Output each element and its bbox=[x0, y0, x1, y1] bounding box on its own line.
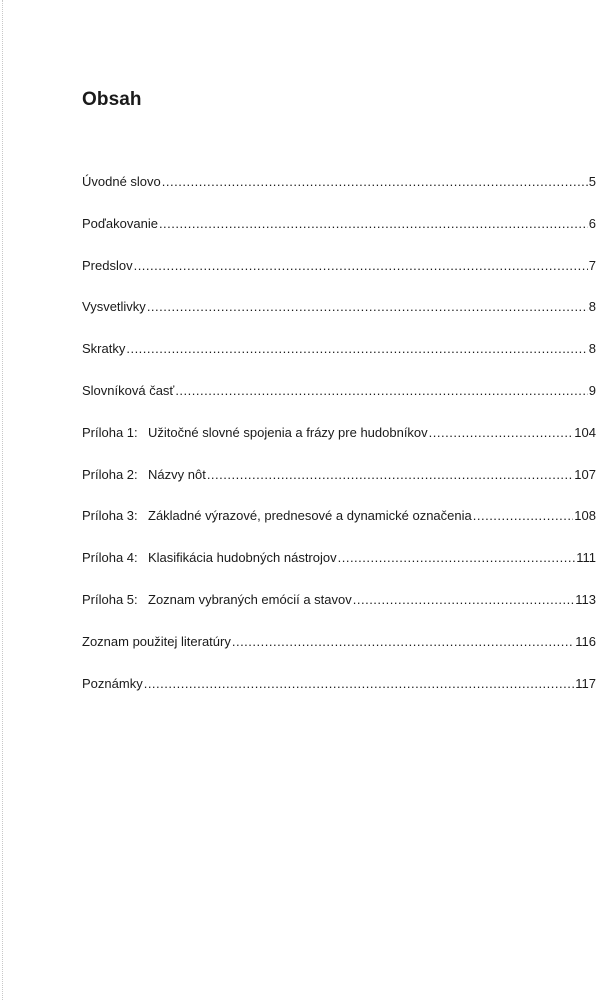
toc-entry[interactable] bbox=[82, 425, 596, 467]
toc-entry-label: Úvodné slovo bbox=[82, 174, 161, 189]
toc-entry-label: Základné výrazové, prednesové a dynamické označenia bbox=[148, 508, 472, 524]
toc-entry-page: 8 bbox=[588, 341, 596, 357]
toc-entry[interactable] bbox=[82, 592, 596, 634]
toc-entry-page: 5 bbox=[588, 174, 596, 189]
toc-entry-page: 113 bbox=[575, 591, 596, 607]
toc-entry-page: 8 bbox=[588, 299, 596, 315]
toc-dot-leader bbox=[473, 508, 574, 523]
toc-entry-page: 104 bbox=[574, 424, 596, 440]
toc-entry[interactable] bbox=[82, 341, 596, 383]
page-edge bbox=[2, 0, 3, 1000]
toc-dot-leader bbox=[232, 634, 574, 649]
toc-entry[interactable] bbox=[82, 383, 596, 425]
toc-entry[interactable] bbox=[82, 550, 596, 592]
toc-entry-label: Skratky bbox=[82, 341, 126, 357]
toc-entry-page: 107 bbox=[574, 466, 596, 482]
toc-entry-page: 7 bbox=[588, 257, 596, 273]
toc-entry-page: 117 bbox=[575, 675, 596, 691]
toc-entry-prefix: Príloha 2: bbox=[82, 466, 138, 482]
toc-entry-label: Zoznam vybraných emócií a stavov bbox=[148, 591, 352, 607]
toc-dot-leader bbox=[159, 216, 588, 231]
toc-entry-page: 111 bbox=[576, 550, 596, 566]
toc-dot-leader bbox=[338, 550, 576, 565]
toc-entry[interactable] bbox=[82, 676, 596, 718]
toc-entry[interactable] bbox=[82, 508, 596, 550]
toc-entry-prefix: Príloha 1: bbox=[82, 424, 138, 440]
toc-entry-page: 116 bbox=[575, 633, 596, 649]
toc-entry-prefix: Príloha 3: bbox=[82, 508, 138, 524]
toc-entry-label: Vysvetlivky bbox=[82, 299, 146, 315]
toc-entry-label: Zoznam použitej literatúry bbox=[82, 633, 231, 649]
table-of-contents bbox=[82, 174, 596, 717]
toc-dot-leader bbox=[353, 592, 575, 607]
toc-entry-label: Klasifikácia hudobných nástrojov bbox=[148, 550, 337, 566]
toc-entry[interactable] bbox=[82, 467, 596, 509]
toc-entry[interactable] bbox=[82, 174, 596, 216]
toc-entry[interactable] bbox=[82, 299, 596, 341]
toc-entry-label: Predslov bbox=[82, 257, 133, 273]
toc-dot-leader bbox=[162, 174, 588, 189]
toc-entry-label: Názvy nôt bbox=[148, 466, 206, 482]
page-title: Obsah bbox=[82, 89, 142, 110]
toc-entry-label: Slovníková časť bbox=[82, 382, 175, 398]
toc-entry[interactable] bbox=[82, 258, 596, 300]
toc-entry[interactable] bbox=[82, 216, 596, 258]
toc-entry-label: Poďakovanie bbox=[82, 215, 158, 231]
toc-entry-page: 9 bbox=[588, 382, 596, 398]
toc-entry-label: Užitočné slovné spojenia a frázy pre hudobníkov bbox=[148, 424, 428, 440]
toc-entry-prefix: Príloha 4: bbox=[82, 550, 138, 566]
toc-dot-leader bbox=[147, 299, 588, 314]
toc-entry-label: Poznámky bbox=[82, 675, 143, 691]
toc-dot-leader bbox=[134, 258, 588, 273]
toc-entry-prefix: Príloha 5: bbox=[82, 591, 138, 607]
toc-dot-leader bbox=[429, 425, 574, 440]
toc-dot-leader bbox=[144, 676, 575, 691]
toc-entry[interactable] bbox=[82, 634, 596, 676]
toc-dot-leader bbox=[126, 341, 587, 356]
toc-dot-leader bbox=[175, 383, 587, 398]
toc-entry-page: 6 bbox=[588, 215, 596, 231]
toc-dot-leader bbox=[207, 467, 573, 482]
toc-entry-page: 108 bbox=[574, 508, 596, 524]
